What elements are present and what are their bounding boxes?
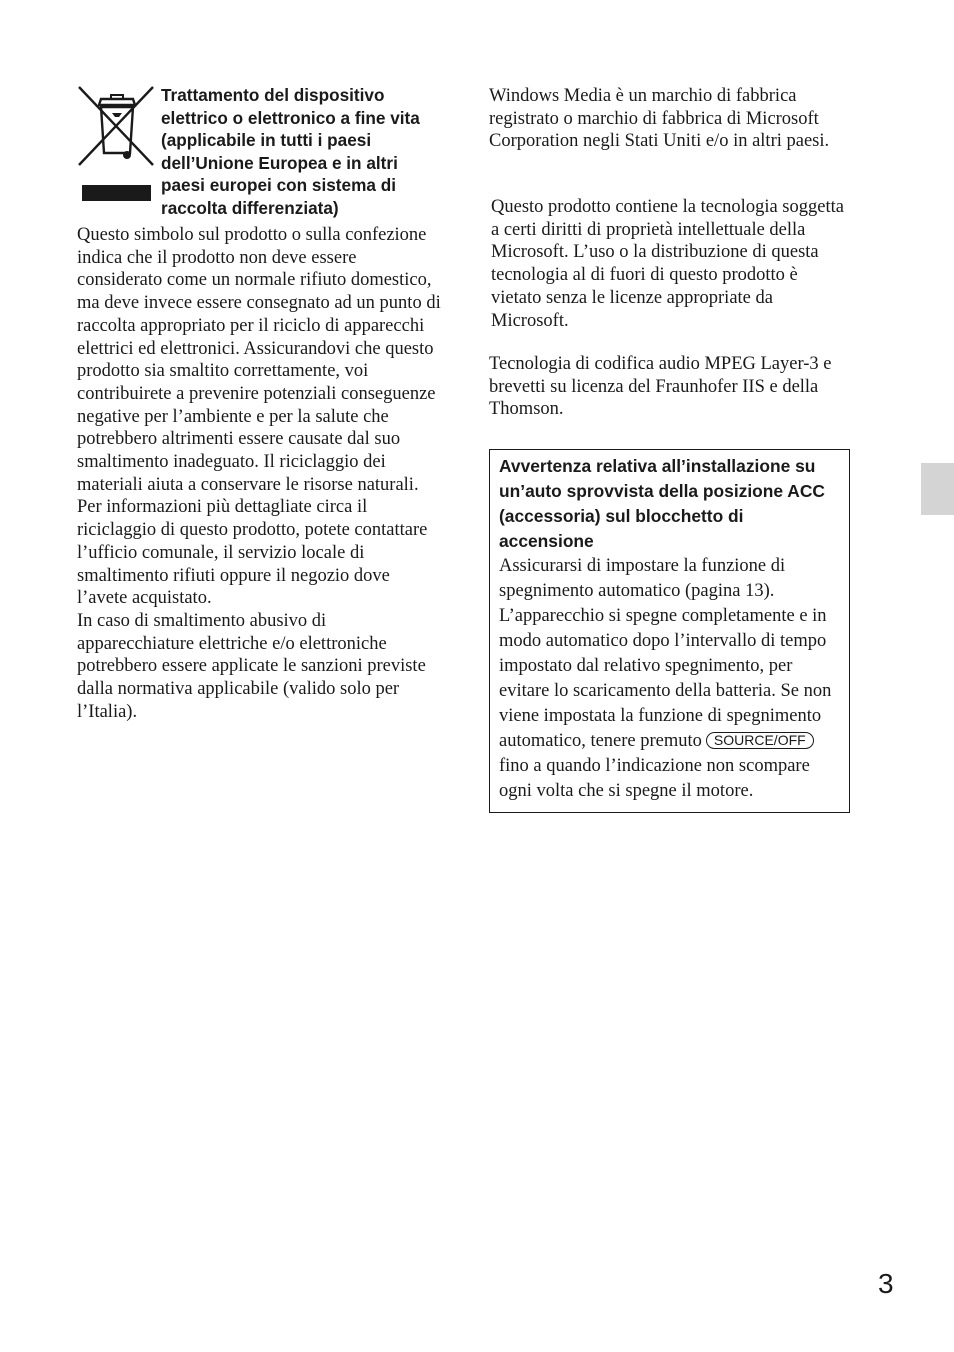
page-number: 3: [878, 1268, 894, 1299]
warning-body-text-end: fino a quando l’indicazione non scompare ogni volta che si spegne il motore.: [499, 756, 810, 801]
weee-title: Trattamento del dispositivo elettrico o elettronico a fine vita (applicabile in tutti i paesi dell’Unione Europea e in altri paesi europei con sistema di raccolta differenziata): [161, 85, 420, 218]
section-tab-marker: [921, 463, 954, 515]
microsoft-technology-notice: Questo prodotto contiene la tecnologia soggetta a certi diritti di proprietà intellettuale della Microsoft. L’uso o la distribuzione di questa tecnologia al di fuori di questo prodotto è vietato senza le licenze appropriate da Microsoft.: [491, 197, 844, 331]
warning-body: [499, 554, 840, 804]
source-off-key-label: SOURCE/OFF: [706, 732, 814, 749]
warning-title: Avvertenza relativa all’installazione su un’auto sprovvista della posizione ACC (accessoria) sul blocchetto di accensione: [499, 456, 825, 551]
weee-body: [77, 224, 442, 723]
crossed-out-wheelie-bin-icon: [77, 85, 157, 203]
windows-media-trademark: Windows Media è un marchio di fabbrica registrato o marchio di fabbrica di Microsoft Corporation negli Stati Uniti e/o in altri paesi.: [489, 86, 830, 152]
mpeg-license-notice: Tecnologia di codifica audio MPEG Layer-3 e brevetti su licenza del Fraunhofer IIS e della Thomson.: [489, 354, 832, 420]
warning-body-text: Assicurarsi di impostare la funzione di spegnimento automatico (pagina 13). L’apparecchio si spegne completamente e in modo automatico dopo l’intervallo di tempo impostato dal relativo spegnimento, per evitare lo scaricamento della batteria. Se non viene impostata la funzione di spegnimento automatico, tenere premuto: [499, 556, 832, 751]
acc-warning-box: [489, 449, 850, 813]
weee-paragraph-2: In caso di smaltimento abusivo di apparecchiature elettriche e/o elettroniche potrebbero essere applicate le sanzioni previste dalla normativa applicabile (valido solo per l’Italia).: [77, 610, 426, 722]
weee-paragraph-1: Questo simbolo sul prodotto o sulla confezione indica che il prodotto non deve essere considerato come un normale rifiuto domestico, ma deve invece essere consegnato ad un punto di raccolta appropriato per il riciclo di apparecchi elettrici ed elettronici. Assicurandovi che questo prodotto sia smaltito correttamente, voi contribuirete a prevenire potenziali conseguenze negative per l’ambiente e per la salute che potrebbero altrimenti essere causate dal suo smaltimento inadeguato. Il riciclaggio dei materiali aiuta a conservare le risorse naturali. Per informazioni più dettagliate circa il riciclaggio di questo prodotto, potete contattare l’ufficio comunale, il servizio locale di smaltimento rifiuti oppure il negozio dove l’avete acquistato.: [77, 225, 441, 609]
